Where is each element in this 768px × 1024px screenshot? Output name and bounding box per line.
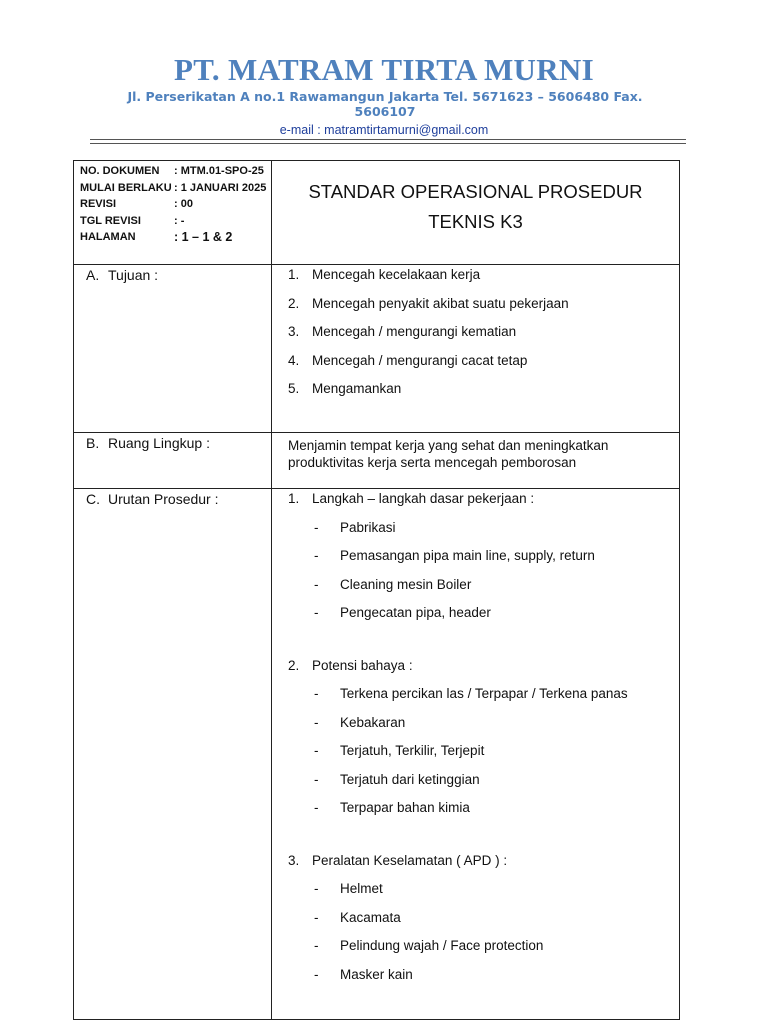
doc-number-value: : MTM.01-SPO-25: [174, 165, 264, 178]
apd-title: Peralatan Keselamatan ( APD ) :: [312, 852, 508, 868]
urutan-prosedur-list: [272, 489, 679, 995]
tujuan-item-2: Mencegah penyakit akibat suatu pekerjaan: [312, 295, 569, 311]
list-item: - Cleaning mesin Boiler: [288, 577, 679, 606]
revision-date-row: [80, 213, 271, 230]
prosedur-group-potensi-bahaya: [288, 658, 679, 829]
tujuan-label-cell: [74, 265, 272, 433]
tujuan-list: [272, 265, 679, 410]
prosedur-group-apd: [288, 853, 679, 996]
list-item: - Terjatuh dari ketinggian: [288, 772, 679, 801]
effective-date-label: MULAI BERLAKU: [80, 181, 172, 194]
potensi-item-1: Terkena percikan las / Terpapar / Terkena panas: [340, 686, 628, 701]
list-item: 1. Mencegah kecelakaan kerja: [288, 267, 481, 282]
potensi-item-2: Kebakaran: [340, 714, 406, 730]
list-item: - Terjatuh, Terkilir, Terjepit: [288, 743, 679, 772]
langkah-item-4: Pengecatan pipa, header: [340, 605, 491, 620]
potensi-item-4: Terjatuh dari ketinggian: [340, 771, 480, 787]
apd-item-2: Kacamata: [340, 909, 401, 925]
potensi-item-3: Terjatuh, Terkilir, Terjepit: [340, 743, 485, 758]
document-title: [272, 161, 679, 237]
ruang-lingkup-label-text: Ruang Lingkup :: [108, 435, 210, 451]
urutan-prosedur-letter: C.: [86, 491, 100, 507]
list-item: - Pabrikasi: [288, 520, 679, 549]
tujuan-item-1: Mencegah kecelakaan kerja: [312, 267, 481, 282]
doc-number-label: NO. DOKUMEN: [80, 165, 160, 178]
langkah-item-3: Cleaning mesin Boiler: [340, 576, 472, 592]
list-item: - Kebakaran: [288, 715, 679, 744]
header-rule-bottom: [90, 143, 686, 144]
ruang-lingkup-label-cell: [74, 433, 272, 489]
langkah-item-1: Pabrikasi: [340, 519, 396, 535]
document-info-cell: [74, 161, 272, 265]
revision-label: REVISI: [80, 198, 117, 211]
list-item: - Masker kain: [288, 967, 679, 996]
ruang-lingkup-letter: B.: [86, 435, 100, 451]
urutan-prosedur-label: [74, 489, 271, 507]
apd-item-1: Helmet: [340, 881, 383, 896]
list-item: - Pelindung wajah / Face protection: [288, 938, 679, 967]
langkah-title: Langkah – langkah dasar pekerjaan :: [312, 491, 535, 506]
group-heading: 3. Peralatan Keselamatan ( APD ) :: [288, 853, 679, 882]
list-item: 5. Mengamankan: [288, 381, 402, 396]
tujuan-letter: A.: [86, 267, 100, 283]
sop-table: [73, 160, 680, 1020]
company-email: e-mail : matramtirtamurni@gmail.com: [279, 123, 489, 137]
list-item: 4. Mencegah / mengurangi cacat tetap: [288, 352, 528, 368]
tujuan-label: [74, 265, 271, 283]
revision-date-value: : -: [174, 214, 185, 227]
apd-item-4: Masker kain: [340, 966, 413, 982]
urutan-prosedur-content-cell: [272, 489, 680, 1020]
ruang-lingkup-label: [74, 433, 271, 451]
page-label: HALAMAN: [80, 231, 136, 244]
langkah-item-2: Pemasangan pipa main line, supply, return: [340, 548, 595, 563]
potensi-item-5: Terpapar bahan kimia: [340, 800, 470, 815]
potensi-bahaya-title: Potensi bahaya :: [312, 657, 413, 673]
ruang-lingkup-text: Menjamin tempat kerja yang sehat dan meningkatkan produktivitas kerja serta mencegah pemborosan: [288, 438, 609, 470]
list-item: - Kacamata: [288, 910, 679, 939]
header-rule-top: [90, 139, 686, 140]
urutan-prosedur-label-cell: [74, 489, 272, 1020]
tujuan-content-cell: [272, 265, 680, 433]
list-item: 3. Mencegah / mengurangi kematian: [288, 324, 517, 339]
tujuan-item-5: Mengamankan: [312, 381, 402, 396]
title-line-2: TEKNIS K3: [428, 211, 523, 232]
revision-value: : 00: [174, 198, 193, 211]
tujuan-label-text: Tujuan :: [108, 267, 159, 283]
doc-number-row: [80, 163, 271, 180]
revision-date-label: TGL REVISI: [80, 214, 141, 227]
tujuan-item-3: Mencegah / mengurangi kematian: [312, 324, 517, 339]
list-item: - Helmet: [288, 881, 679, 910]
company-name: PT. MATRAM TIRTA MURNI: [174, 52, 594, 87]
page-row: [80, 229, 271, 246]
tujuan-item-4: Mencegah / mengurangi cacat tetap: [312, 352, 528, 368]
title-line-1: STANDAR OPERASIONAL PROSEDUR: [308, 181, 643, 202]
company-address: Jl. Perserikatan A no.1 Rawamangun Jakarta Tel. 5671623 – 5606480 Fax. 5606107: [127, 89, 643, 119]
apd-item-3: Pelindung wajah / Face protection: [340, 938, 544, 953]
prosedur-group-langkah: [288, 491, 679, 634]
group-heading: 2. Potensi bahaya :: [288, 658, 679, 687]
list-item: - Pengecatan pipa, header: [288, 605, 679, 634]
revision-row: [80, 196, 271, 213]
ruang-lingkup-content-cell: [272, 433, 680, 489]
title-cell: [272, 161, 680, 265]
effective-date-row: [80, 180, 271, 197]
document-info: [74, 161, 271, 246]
list-item: 2. Mencegah penyakit akibat suatu pekerjaan: [288, 295, 569, 311]
urutan-prosedur-label-text: Urutan Prosedur :: [108, 491, 219, 507]
page-value: : 1 – 1 & 2: [174, 230, 233, 245]
list-item: - Terkena percikan las / Terpapar / Terkena panas: [288, 686, 679, 715]
list-item: - Terpapar bahan kimia: [288, 800, 679, 829]
effective-date-value: : 1 JANUARI 2025: [174, 181, 267, 194]
group-heading: 1. Langkah – langkah dasar pekerjaan :: [288, 491, 679, 520]
list-item: - Pemasangan pipa main line, supply, return: [288, 548, 679, 577]
